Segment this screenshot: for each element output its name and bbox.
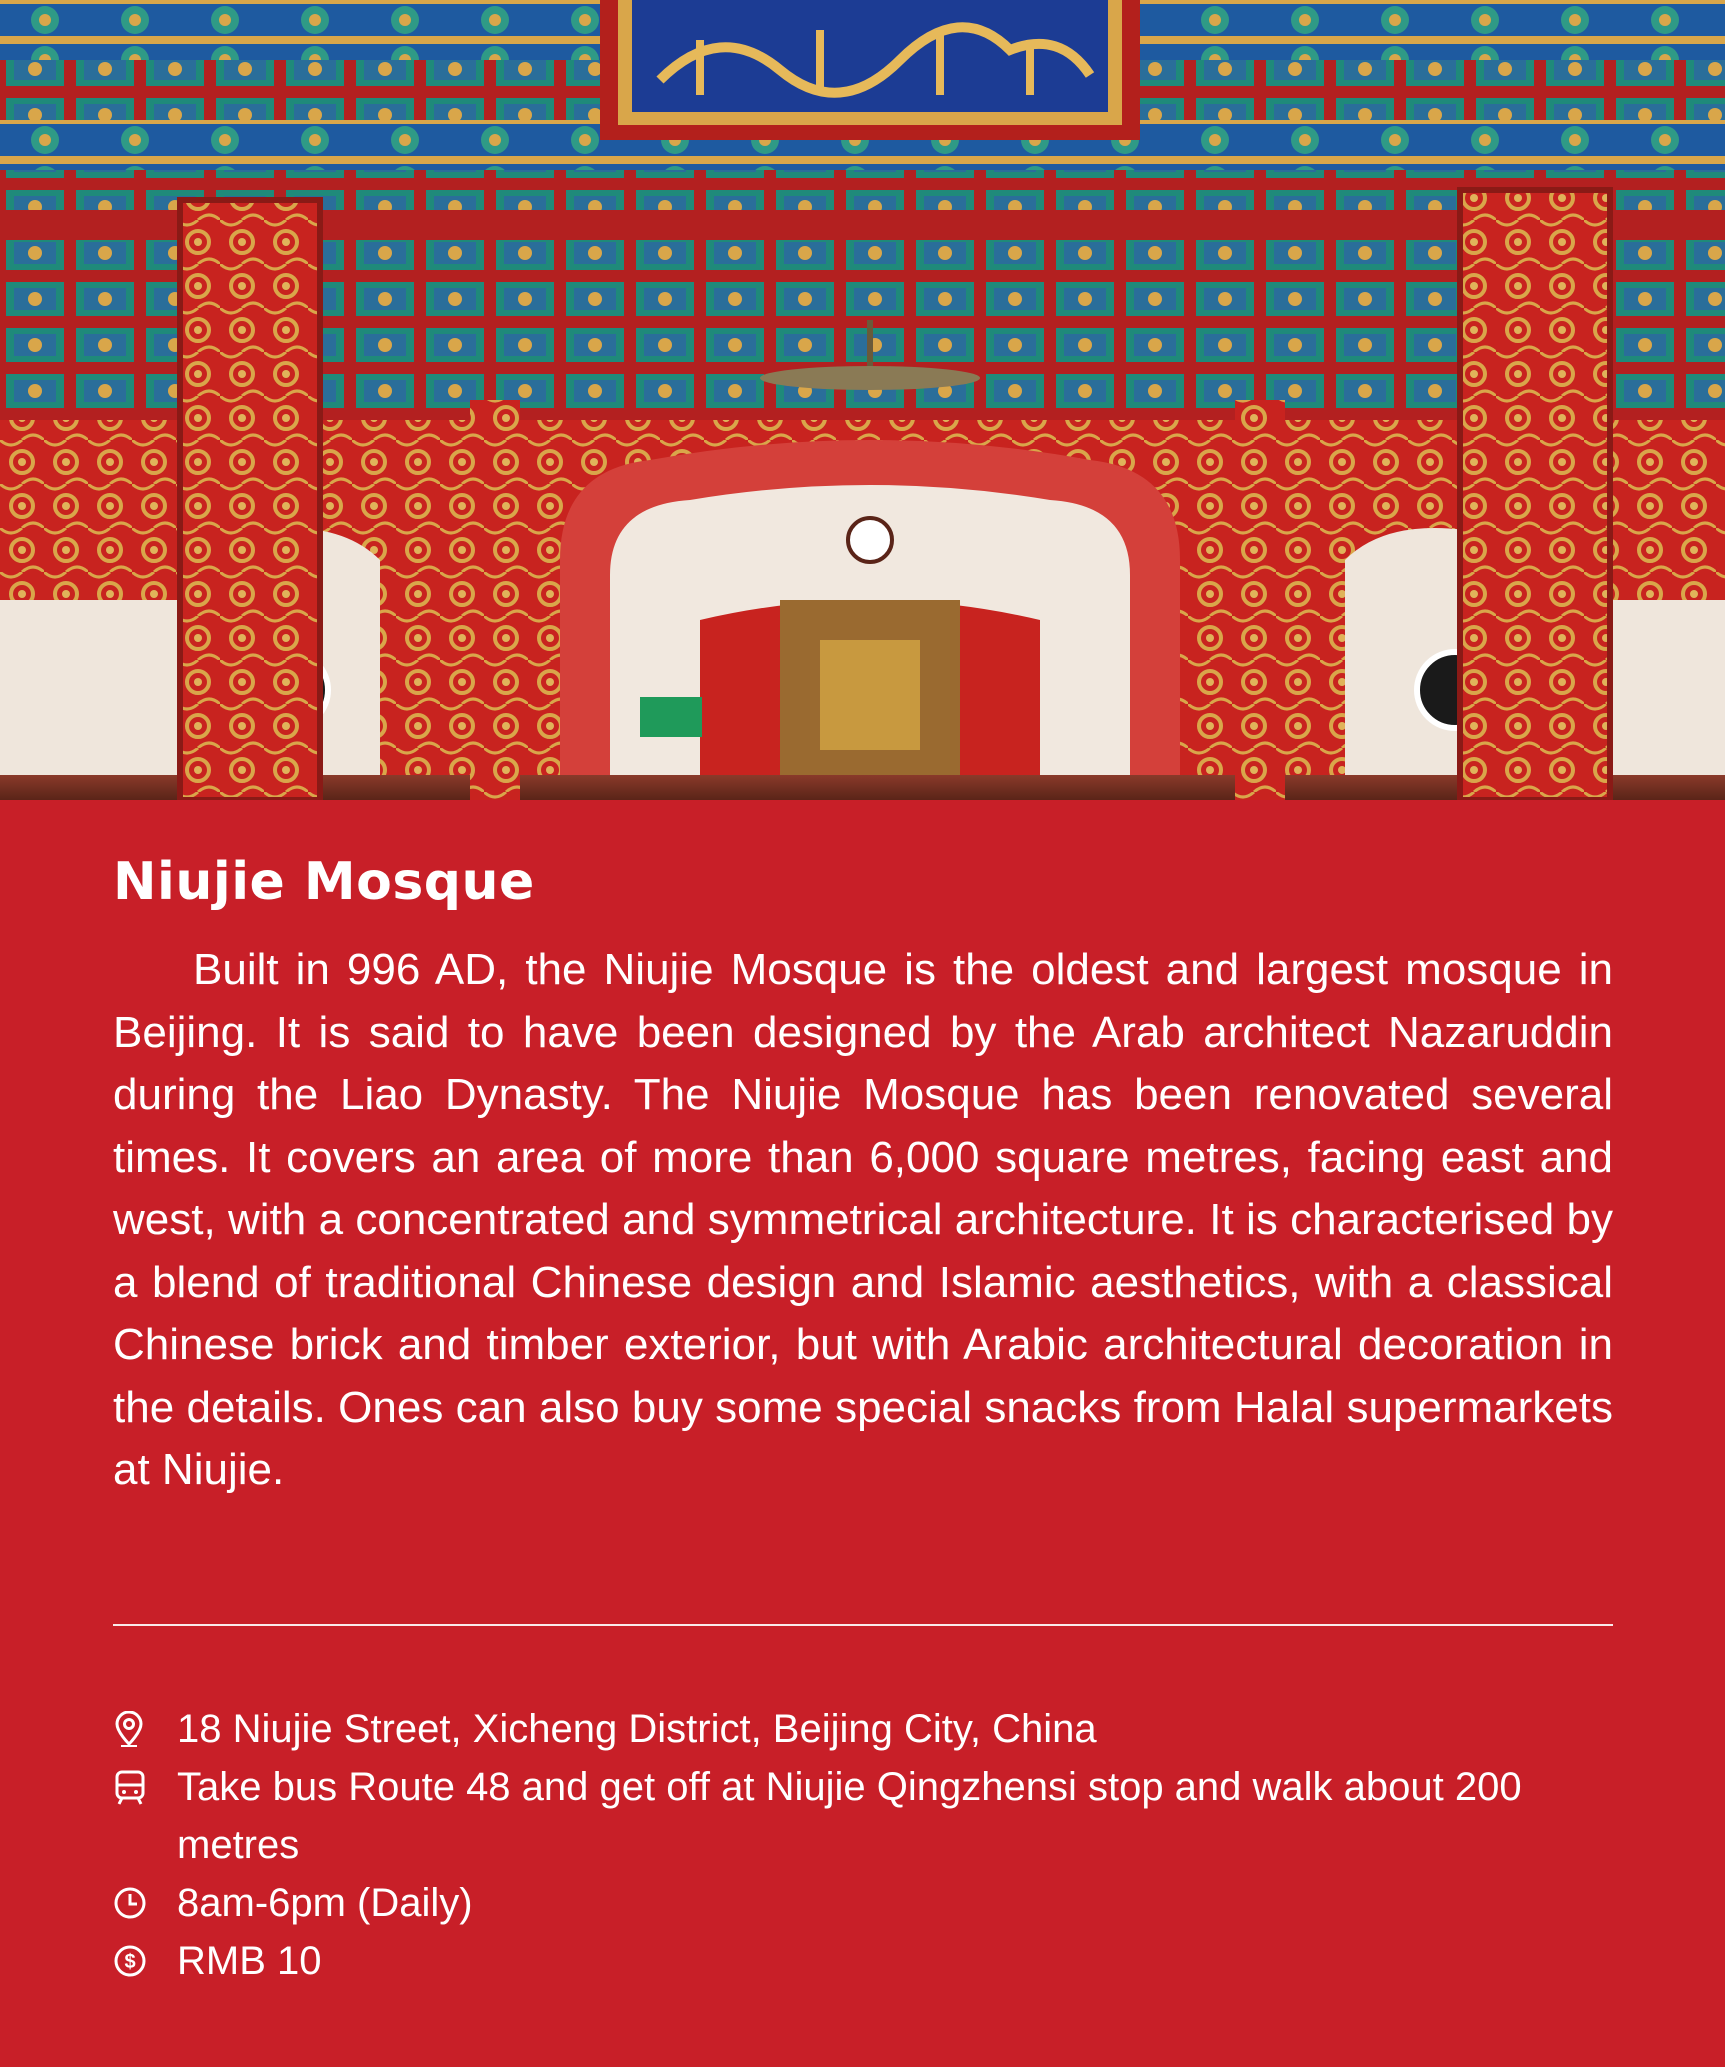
clock-icon: [113, 1874, 177, 1932]
info-list: [113, 1700, 1613, 1990]
transport-row: [113, 1758, 1613, 1874]
hours-text: 8am-6pm (Daily): [177, 1881, 473, 1925]
address-row: [113, 1700, 1613, 1758]
location-pin-icon: [113, 1700, 177, 1758]
attraction-description: Built in 996 AD, the Niujie Mosque is the oldest and largest mosque in Beijing. It is said to have been designed by the Arab architect Nazaruddin during the Liao Dynasty. The Niujie Mosque has been renovated several times. It covers an area of more than 6,000 square metres, facing east and west, with a concentrated and symmetrical architecture. It is characterised by a blend of traditional Chinese design and Islamic aesthetics, with a classical Chinese brick and timber exterior, but with Arabic architectural decoration in the details. Ones can also buy some special snacks from Halal supermarkets at Niujie.: [113, 945, 1613, 1494]
dollar-icon: [113, 1932, 177, 1990]
attraction-title: Niujie Mosque: [113, 852, 535, 912]
mosque-interior-photo: [0, 0, 1725, 800]
hours-row: [113, 1874, 1613, 1932]
svg-text:$: $: [124, 1951, 136, 1973]
address-text: 18 Niujie Street, Xicheng District, Beijing City, China: [177, 1707, 1097, 1751]
bus-icon: [113, 1758, 177, 1816]
price-row: [113, 1932, 1613, 1990]
transport-text: Take bus Route 48 and get off at Niujie Qingzhensi stop and walk about 200 metres: [177, 1765, 1522, 1867]
divider: [113, 1624, 1613, 1626]
info-panel: [0, 800, 1725, 2067]
price-text: RMB 10: [177, 1939, 322, 1983]
